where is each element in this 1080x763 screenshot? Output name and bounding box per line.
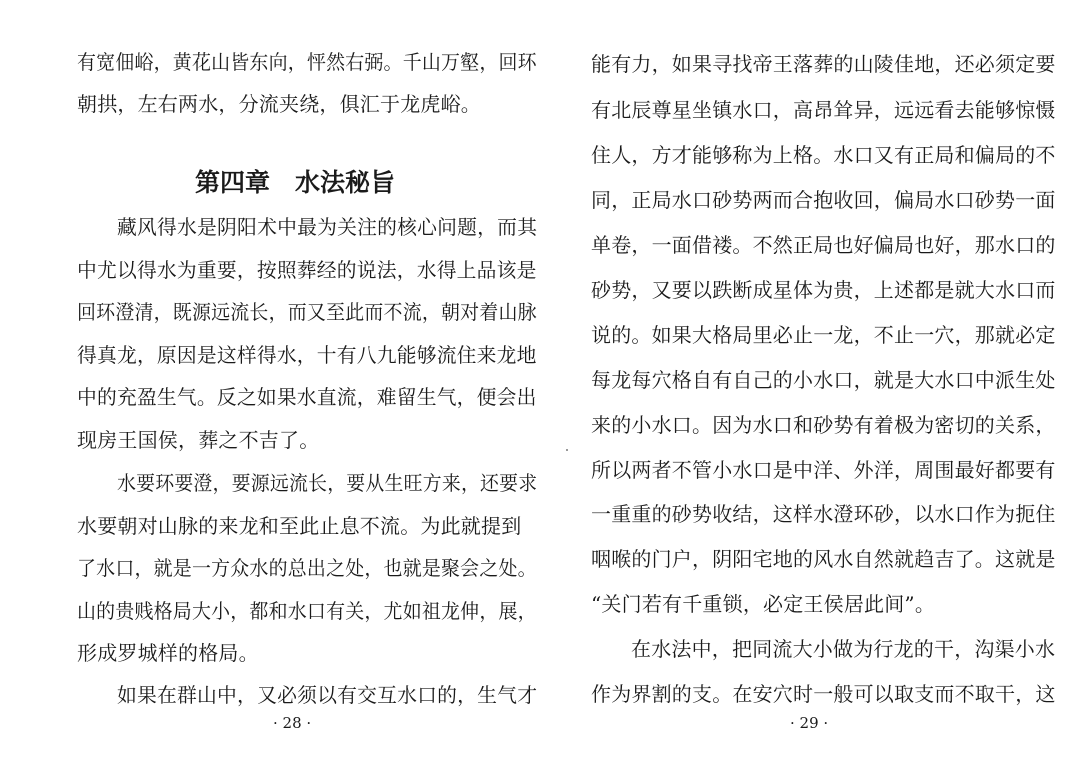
text-line: 每龙每穴格自有自己的小水口，就是大水口中派生处 [591,368,1056,392]
text-line: 形成罗城样的格局。 [77,641,259,665]
text-line: 在水法中，把同流大小做为行龙的干，沟渠小水 [631,637,1056,661]
chapter-title: 第四章 水法秘旨 [195,168,396,197]
text-line: 中的充盈生气。反之如果水直流，难留生气，便会出 [77,385,537,409]
text-line: 有宽佃峪，黄花山皆东向，怦然右弼。千山万壑，回环 [77,50,537,74]
text-line: 同，正局水口砂势两而合抱收回，偏局水口砂势一面 [591,188,1056,212]
text-line: 朝拱，左右两水，分流夹绕，俱汇于龙虎峪。 [77,92,481,116]
text-line: 如果在群山中，又必须以有交互水口的，生气才 [117,683,538,707]
text-line: 藏风得水是阴阳术中最为关注的核心问题，而其 [117,215,538,239]
text-line: 现房王国侯，葬之不吉了。 [77,428,320,452]
text-line: 所以两者不管小水口是中洋、外洋，周围最好都要有 [591,458,1056,482]
text-line: 水要朝对山脉的来龙和至此止息不流。为此就提到 [77,514,522,538]
text-line: 山的贵贱格局大小，都和水口有关，尤如祖龙伸，展， [77,599,537,623]
page-number: · 29 · [790,714,829,732]
text-line: 单卷，一面借褛。不然正局也好偏局也好，那水口的 [591,233,1056,257]
text-line: 得真龙，原因是这样得水，十有八九能够流住来龙地 [77,343,537,367]
text-line: 咽喉的门户，阴阳宅地的风水自然就趋吉了。这就是 [591,547,1056,571]
text-line: 说的。如果大格局里必止一龙，不止一穴，那就必定 [591,323,1056,347]
text-line: 水要环要澄，要源远流长，要从生旺方来，还要求 [117,471,538,495]
text-line: 一重重的砂势收结，这样水澄环砂，以水口作为扼住 [591,502,1056,526]
text-line: 作为界割的支。在安穴时一般可以取支而不取干，这 [591,682,1056,706]
text-line: “关门若有千重锁，必定王侯居此间”。 [591,592,936,616]
right-page [545,0,1080,763]
text-line: 有北辰尊星坐镇水口，高昂耸异，远远看去能够惊慑 [591,98,1056,122]
text-line: 中尤以得水为重要，按照葬经的说法，水得上品该是 [77,258,537,282]
text-line: 了水口，就是一方众水的总出之处，也就是聚会之处。 [77,556,537,580]
text-line: 能有力，如果寻找帝王落葬的山陵佳地，还必须定要 [591,52,1056,76]
page-number: · 28 · [273,714,312,732]
text-line: 砂势，又要以跌断成星体为贵，上述都是就大水口而 [591,278,1056,302]
text-line: 来的小水口。因为水口和砂势有着极为密切的关系， [591,413,1056,437]
text-line: 回环澄清，既源远流长，而又至此而不流，朝对着山脉 [77,300,537,324]
text-line: 住人，方才能够称为上格。水口又有正局和偏局的不 [591,143,1056,167]
